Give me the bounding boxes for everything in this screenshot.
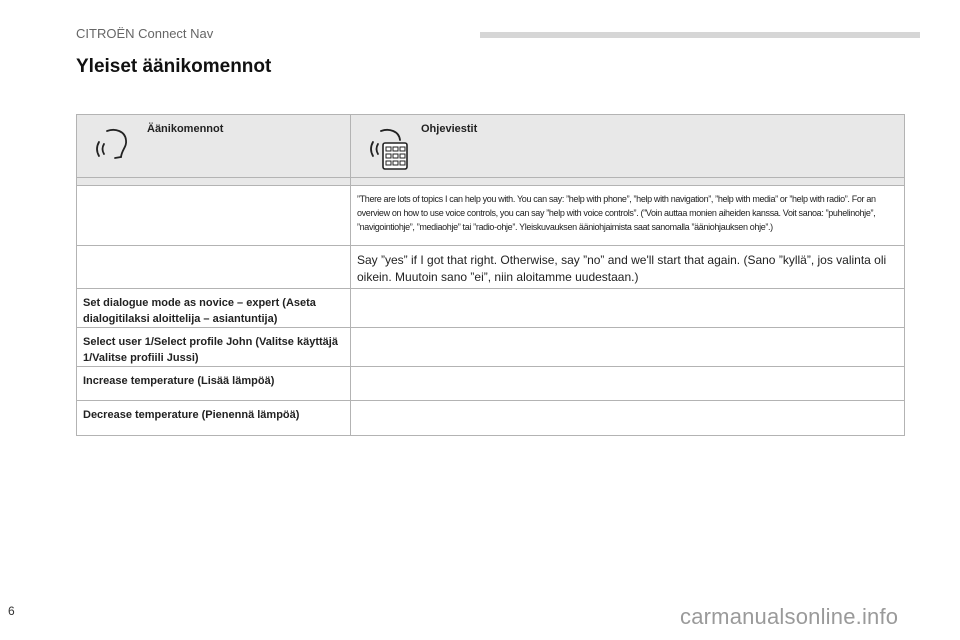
- message-cell: Say ”yes” if I got that right. Otherwise, say ”no” and we'll start that again. (Sano ”kyllä”, jos valinta oli oikein. Muutoin sano ”ei”, niin aloitamme uudestaan.): [351, 246, 905, 289]
- page-title: Yleiset äänikomennot: [76, 56, 272, 77]
- header-label-commands: Äänikomennot: [147, 123, 224, 135]
- command-cell: Set dialogue mode as novice – expert (Aseta dialogitilaksi aloittelija – asiantuntija): [77, 289, 351, 328]
- watermark-text: carmanualsonline.info: [680, 604, 899, 629]
- table-header-row: [77, 115, 905, 178]
- command-cell: Select user 1/Select profile John (Valitse käyttäjä 1/Valitse profiili Jussi): [77, 328, 351, 367]
- message-cell: [351, 401, 905, 436]
- table-row: [77, 367, 905, 401]
- table-spacer-row: [77, 178, 905, 186]
- command-cell: [77, 246, 351, 289]
- table-row: [77, 328, 905, 367]
- table-row: [77, 401, 905, 436]
- message-cell: [351, 289, 905, 328]
- table-row: [77, 246, 905, 289]
- table-row: [77, 289, 905, 328]
- header-divider-bar: [480, 32, 920, 38]
- document-header-title: CITROËN Connect Nav: [76, 26, 214, 41]
- voice-commands-table: [76, 114, 905, 436]
- command-cell: Increase temperature (Lisää lämpöä): [77, 367, 351, 401]
- table-row: [77, 186, 905, 246]
- header-cell-commands: [77, 115, 351, 178]
- voice-keypad-icon: [367, 127, 411, 174]
- header-cell-messages: [351, 115, 905, 178]
- page-number: 6: [8, 604, 15, 618]
- voice-command-icon: [93, 127, 133, 166]
- header-label-messages: Ohjeviestit: [421, 123, 478, 135]
- message-cell: ”There are lots of topics I can help you with. You can say: ”help with phone”, ”help with navigation”, ”help with media” or ”help with radio”. For an overview on how to use voice controls, you can say ”help with voice controls”. (”Voin auttaa monien aiheiden kanssa. Voit sanoa: ”puhelinohje”, ”navigointiohje”, ”mediaohje” tai ”radio-ohje”. Yleiskuvauksen ääniohjaimista saat sanomalla ”ääniohjauksen ohje”.): [351, 186, 905, 246]
- command-cell: [77, 186, 351, 246]
- message-cell: [351, 367, 905, 401]
- command-cell: Decrease temperature (Pienennä lämpöä): [77, 401, 351, 436]
- message-cell: [351, 328, 905, 367]
